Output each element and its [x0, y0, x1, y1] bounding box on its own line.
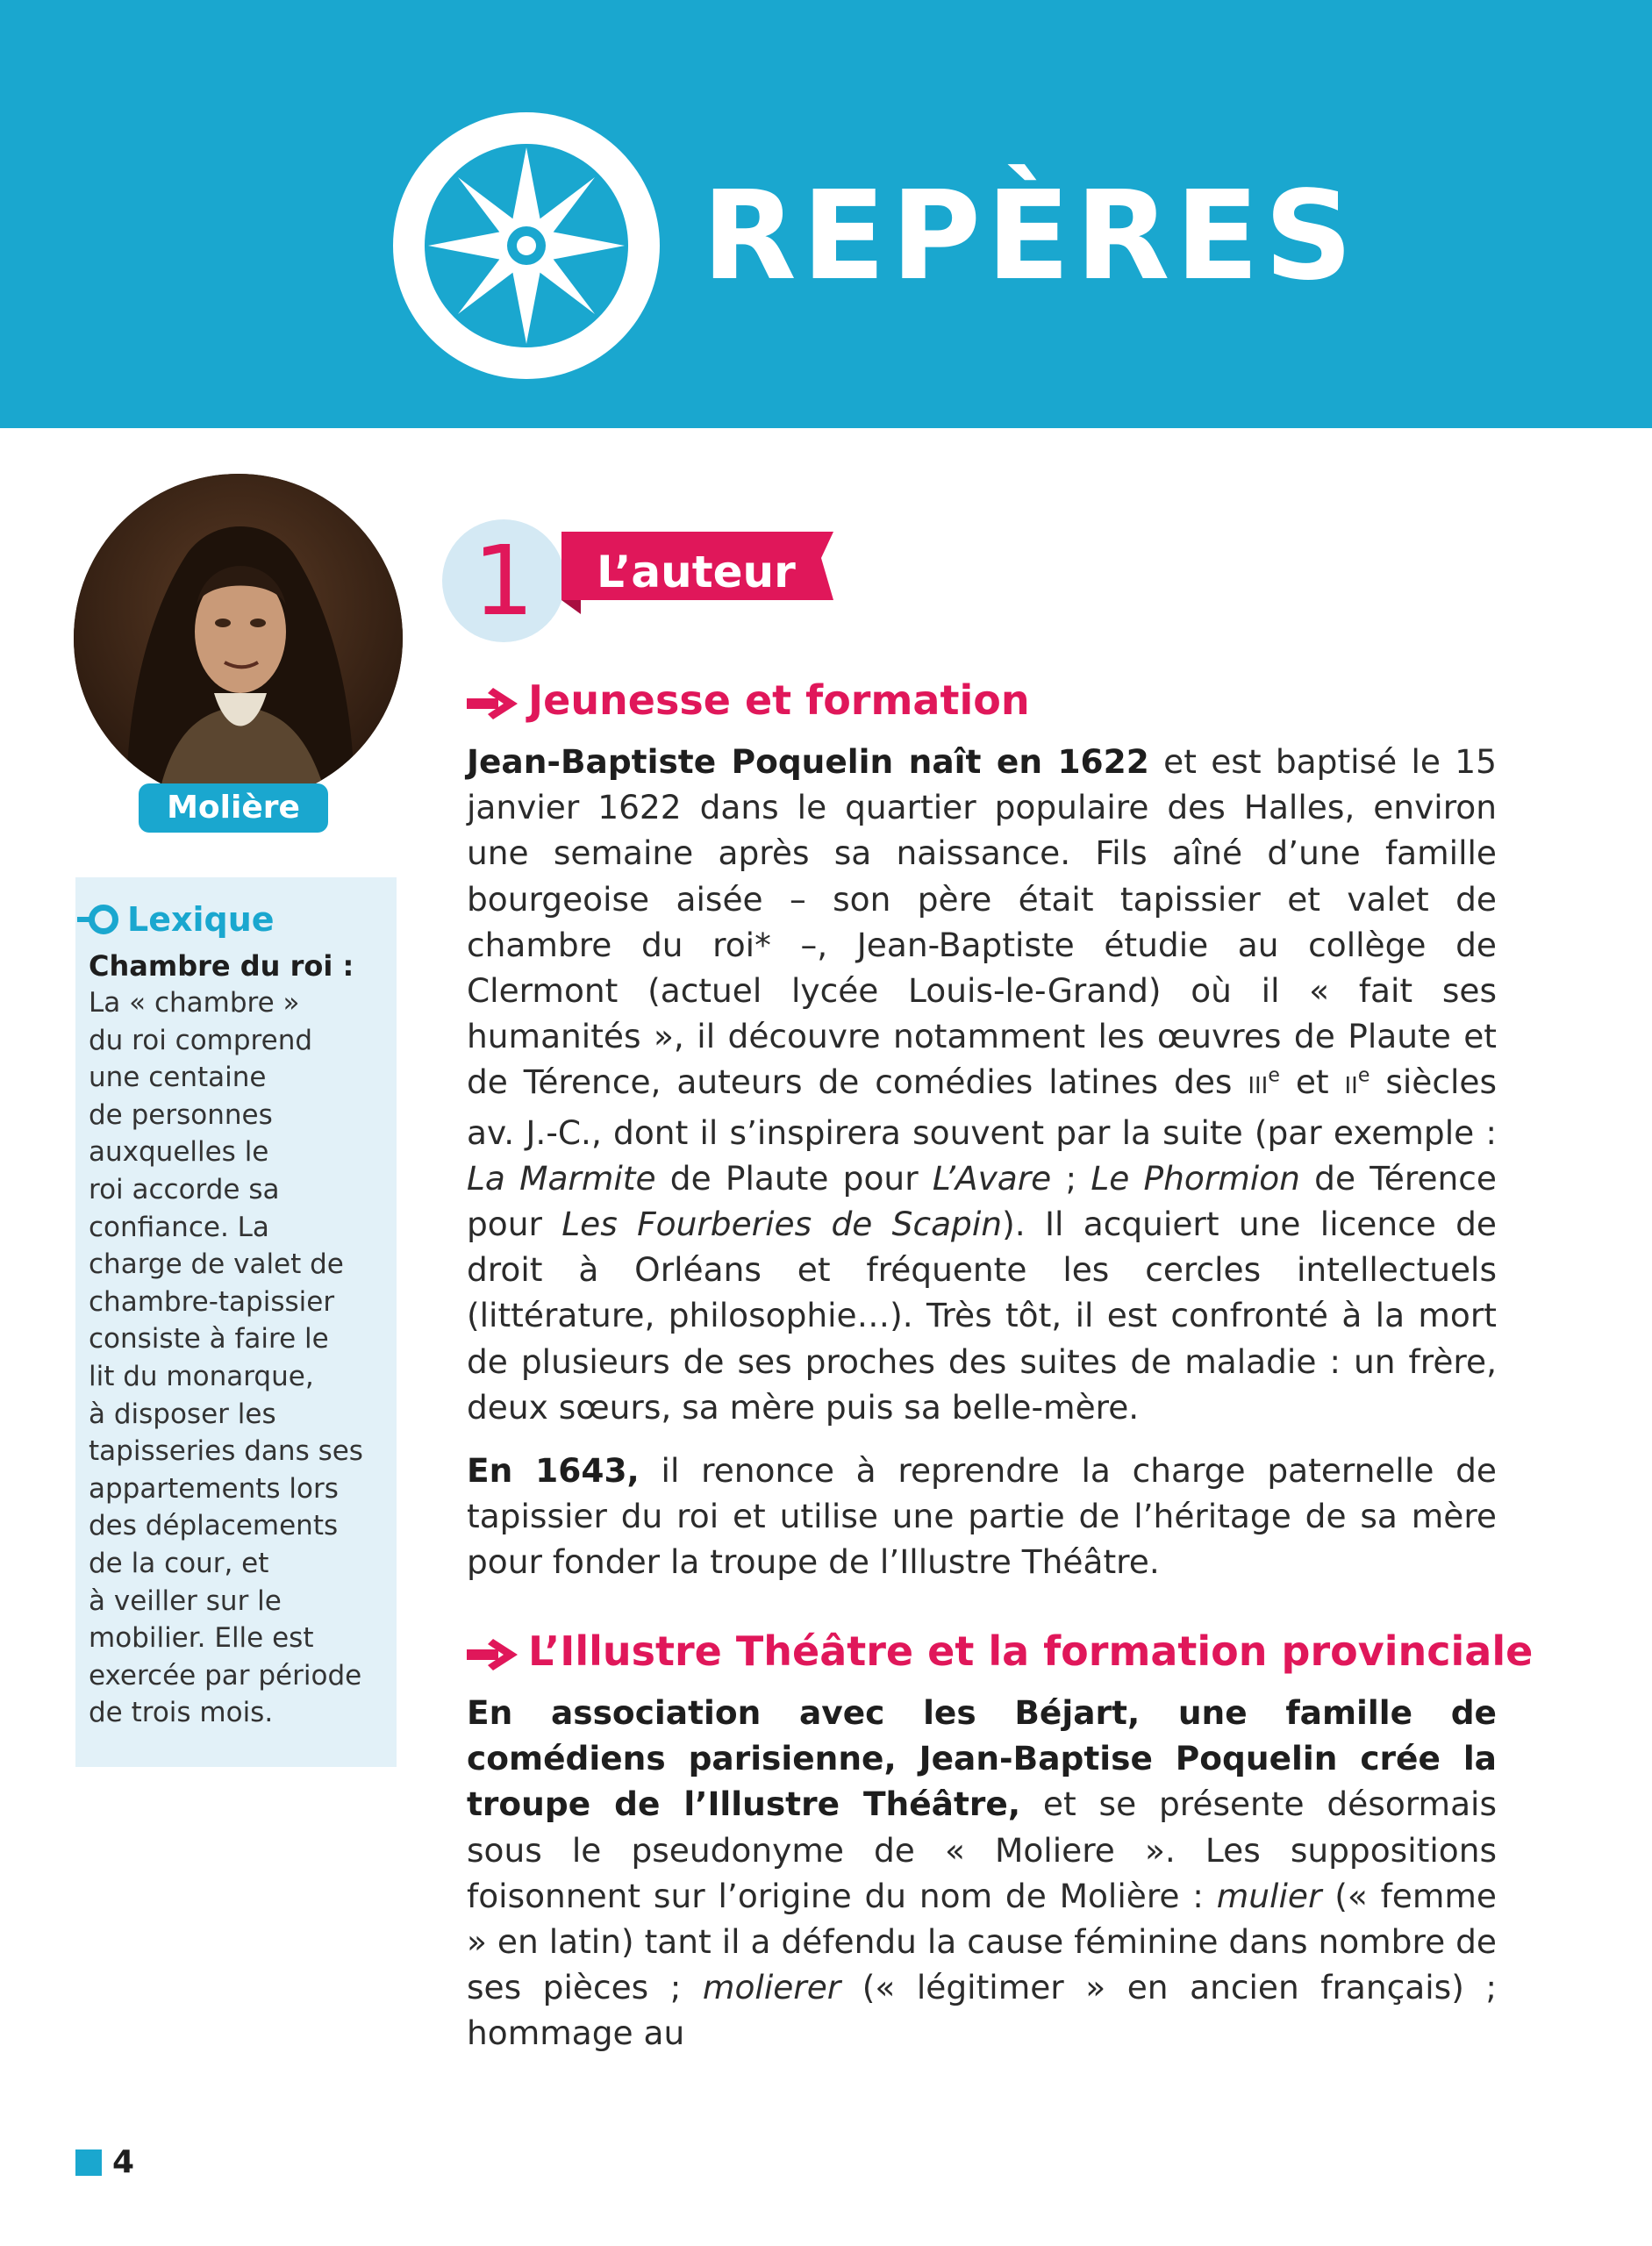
text: de Térence pour — [467, 1158, 1497, 1244]
paragraph-illustre — [467, 1690, 1497, 2056]
text: (« légitimer » en ancien français) ; hommage au — [467, 1968, 1497, 2053]
subsection-heading-youth — [467, 674, 1030, 726]
century-2: II — [1344, 1073, 1358, 1100]
page-number — [75, 2144, 134, 2180]
text: siècles av. J.-C., dont il s’inspirera souvent par la suite (par exemple : — [467, 1062, 1497, 1152]
century-3: III — [1248, 1073, 1269, 1100]
header-banner — [0, 0, 1652, 428]
section-number-badge — [442, 519, 565, 642]
section-number: 1 — [473, 525, 534, 637]
bold-troupe: En association avec les Béjart, une famille de comédiens parisienne, Jean-Baptise Poquelin crée la troupe de l’Illustre Théâtre, — [467, 1693, 1497, 1824]
latin-word: mulier — [1216, 1876, 1322, 1915]
arrow-right-icon — [467, 686, 518, 721]
superscript-e: e — [1357, 1064, 1370, 1087]
text: il renonce à reprendre la charge paternelle de tapissier du roi et utilise une partie de l’héritage de sa mère pour fonder la troupe de l’Illustre Théâtre. — [467, 1451, 1497, 1582]
subsection-heading-youth-label: Jeunesse et formation — [528, 676, 1030, 724]
lexique-term: Chambre du roi : — [89, 949, 354, 983]
arrow-right-icon — [467, 1637, 518, 1672]
text: et — [1279, 1062, 1345, 1102]
page-number-label: 4 — [112, 2144, 135, 2180]
text: (« femme » en latin) tant il a défendu la cause féminine dans nombre de ses pièces ; — [467, 1876, 1497, 2007]
lexique-heading — [83, 897, 384, 942]
superscript-e: e — [1268, 1064, 1280, 1087]
old-french-word: molierer — [702, 1968, 841, 2007]
lexique-icon — [89, 905, 118, 934]
subsection-heading-illustre-label: L’Illustre Théâtre et la formation provinciale — [528, 1627, 1534, 1675]
text: de Plaute pour — [655, 1158, 933, 1198]
text: ; — [1051, 1158, 1091, 1198]
work-title: La Marmite — [467, 1158, 656, 1198]
bold-birth: Jean-Baptiste Poquelin naît en 1622 — [467, 742, 1149, 781]
text: et se présente désormais sous le pseudonyme de « Moliere ». Les suppositions foisonnent sur l’origine du nom de Molière : — [467, 1785, 1498, 1915]
work-title: L’Avare — [932, 1158, 1052, 1198]
portrait-image — [74, 474, 403, 803]
work-title: Les Fourberies de Scapin — [561, 1205, 1003, 1244]
page-title: REPÈRES — [702, 165, 1358, 308]
text: ). Il acquiert une licence de droit à Orléans et fréquente les cercles intellectuels (littérature, philosophie…). Très tôt, il est confronté à la mort de plusieurs de ses proches des suites de maladie : un frère, deux sœurs, sa mère puis sa belle-mère. — [467, 1205, 1497, 1427]
bold-year: En 1643, — [467, 1451, 640, 1490]
subsection-heading-illustre — [467, 1625, 1533, 1677]
lexique-box — [75, 877, 397, 1767]
lexique-heading-label: Lexique — [127, 900, 275, 939]
portrait-caption: Molière — [139, 783, 328, 833]
page-marker — [75, 2149, 102, 2176]
compass-icon — [393, 112, 660, 379]
work-title: Le Phormion — [1091, 1158, 1300, 1198]
text: et est baptisé le 15 janvier 1622 dans le quartier populaire des Halles, environ une semaine après sa naissance. Fils aîné d’une famille bourgeoise aisée – son père était tapissier et valet de chambre du roi* –, Jean-Baptiste étudie au collège de Clermont (actuel lycée Louis-le-Grand) où il « fait ses humanités », il découvre notamment les œuvres de Plaute et de Térence, auteurs de comédies latines des — [467, 742, 1497, 1102]
paragraph-youth — [467, 739, 1497, 1430]
lexique-definition: La « chambre » du roi comprend une centaine de personnes auxquelles le roi accorde sa confiance. La charge de valet de chambre-tapissier consiste à faire le lit du monarque, à disposer les tapisseries dans ses appartements lors des déplacements de la cour, et à veiller sur le mobilier. Elle est exercée par période de trois mois. — [89, 987, 363, 1729]
section-title: L’auteur — [597, 547, 796, 597]
paragraph-1643 — [467, 1448, 1497, 1585]
